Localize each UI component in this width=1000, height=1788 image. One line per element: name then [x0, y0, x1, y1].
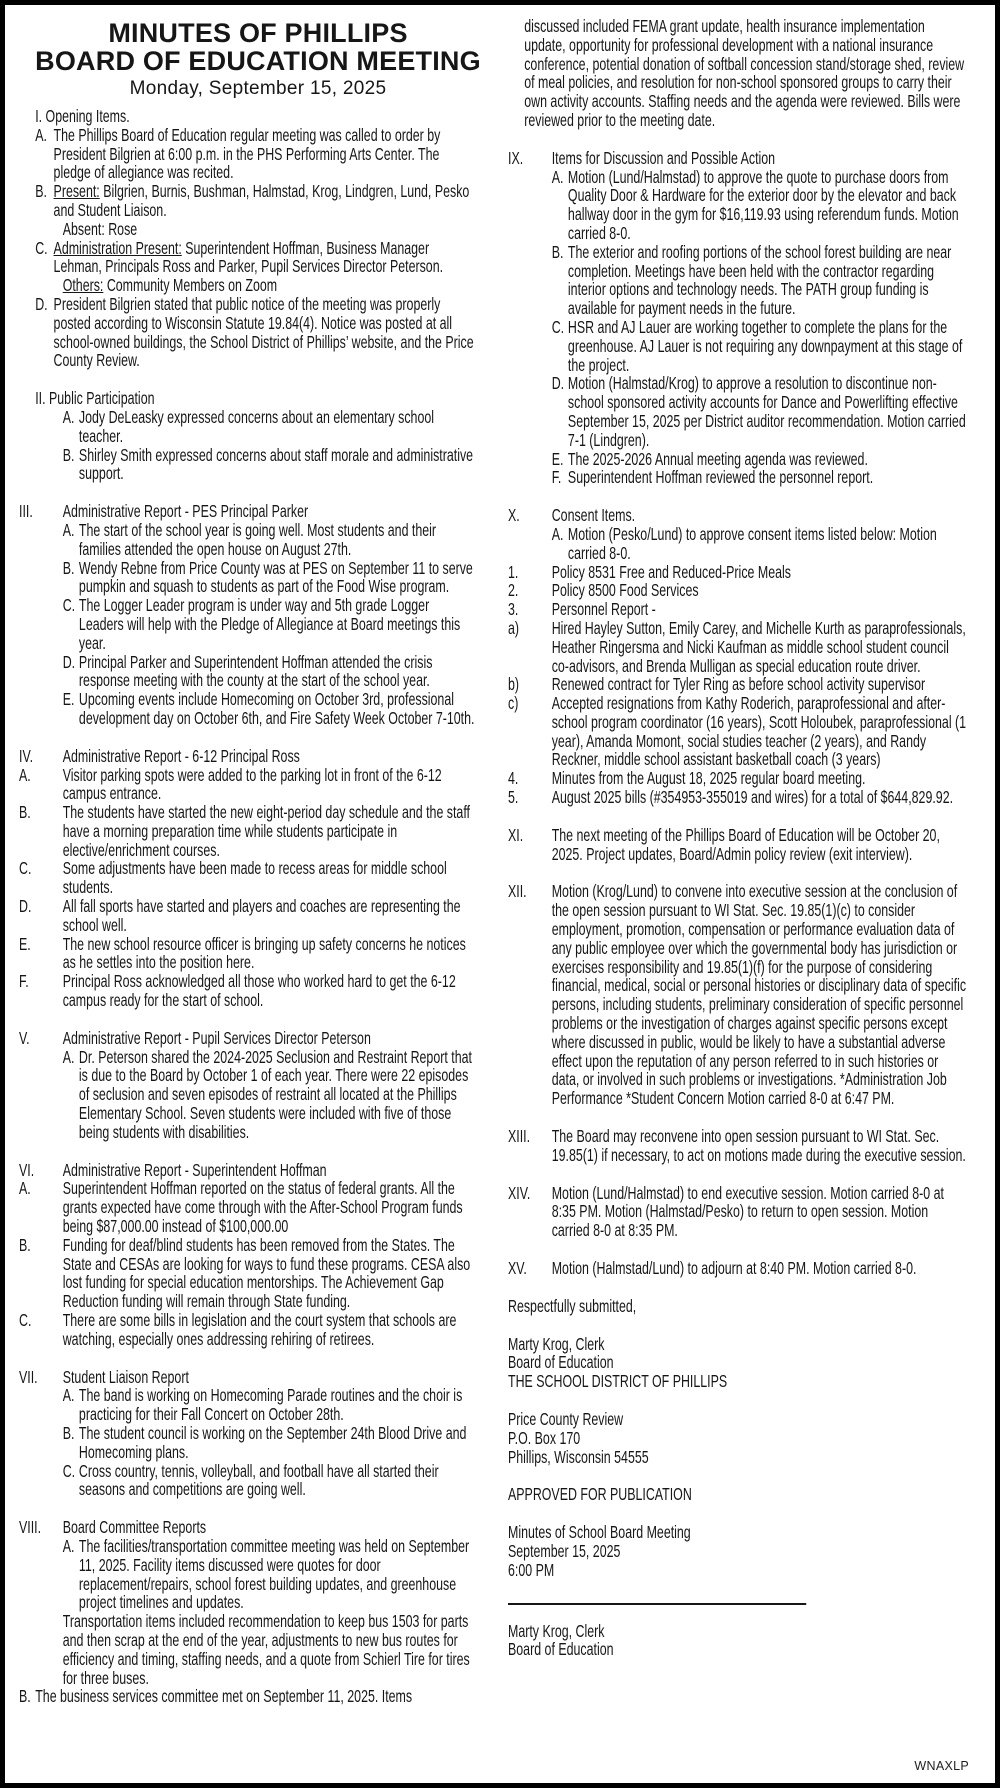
paragraph	[19, 220, 476, 239]
right-column	[508, 17, 998, 1659]
item-label: X.	[508, 505, 520, 526]
blank-line	[508, 1580, 966, 1599]
item-text: Student Liaison Report	[62, 1366, 189, 1387]
item-label: VII.	[19, 1366, 38, 1387]
item-text: Administrative Report - 6-12 Principal Ross	[62, 745, 300, 766]
item-label: A.	[62, 1535, 75, 1556]
item-text: Administrative Report - Superintendent Hoffman	[62, 1159, 327, 1180]
item-text: Marty Krog, Clerk	[508, 1620, 605, 1641]
list-item-ix	[508, 149, 966, 168]
item-text: Respectfully submitted,	[508, 1295, 637, 1316]
blank-line	[19, 1142, 476, 1161]
list-item-a	[19, 521, 476, 559]
item-label: IX.	[508, 147, 524, 168]
notice-date: Monday, September 15, 2025	[129, 78, 387, 99]
list-item-c	[19, 596, 476, 652]
item-label: 2.	[508, 580, 519, 601]
item-label: E.	[19, 933, 31, 954]
list-item-4	[508, 769, 966, 788]
item-label: XII.	[508, 881, 527, 902]
list-item-iii	[19, 502, 476, 521]
item-text: Jody DeLeasky expressed concerns about an elementary school teacher.	[78, 406, 435, 446]
item-label: D.	[19, 896, 32, 917]
list-item-xi	[508, 826, 966, 864]
blank-line	[508, 1278, 966, 1297]
list-item-a	[19, 1537, 476, 1612]
list-item-iv	[19, 747, 476, 766]
item-label: D.	[551, 373, 565, 394]
blank-line	[508, 1240, 966, 1259]
paragraph	[508, 1372, 966, 1391]
list-item-a	[508, 168, 966, 243]
item-label: D.	[62, 651, 76, 672]
item-text: The Board may reconvene into open session pursuant to WI Stat. Sec. 19.85(1) if necessary, to act on motions made during the executive session.	[551, 1126, 966, 1165]
item-label: F.	[551, 467, 562, 488]
item-text: THE SCHOOL DISTRICT OF PHILLIPS	[508, 1371, 728, 1392]
item-text: Motion (Lund/Halmstad) to approve the quote to purchase doors from Quality Door & Hardware for the exterior door by the elevator and back hallway door in the gym for $16,119.93 using referendum funds. Motion carried 8-0.	[567, 166, 959, 243]
paragraph	[508, 17, 966, 130]
item-label: 3.	[508, 599, 519, 620]
underlined-text: Others:	[62, 275, 104, 296]
list-item-a	[19, 766, 476, 804]
item-text: The Phillips Board of Education regular meeting was called to order by President Bilgrien at 6:00 p.m. in the PHS Performing Arts Center. The pledge of allegiance was recited.	[53, 124, 441, 183]
item-text: Phillips, Wisconsin 54555	[508, 1446, 649, 1467]
item-text: Personnel Report -	[551, 599, 656, 620]
item-text: Board of Education	[508, 1639, 614, 1660]
blank-line	[19, 1010, 476, 1029]
blank-line	[508, 130, 966, 149]
item-label: XIII.	[508, 1126, 531, 1147]
list-item-x	[508, 506, 966, 525]
item-text: Accepted resignations from Kathy Roderich, paraprofessional and after-school program coordinator (16 years), Scott Holoubek, paraprofessional (1 year), Amanda Momont, social studies teacher (2 years), and Randy Reckner, middle school assistant basketball coach (3 years)	[551, 693, 967, 770]
item-text: Motion (Lund/Halmstad) to end executive session. Motion carried 8-0 at 8:35 PM. Motion (Halmstad/Pesko) to return to open session. Motion carried 8-0 at 8:35 PM.	[551, 1182, 944, 1241]
list-item-c	[19, 1311, 476, 1349]
item-text: There are some bills in legislation and the court system that schools are watching, especially ones addressing rehiring of retirees.	[62, 1310, 457, 1349]
item-text: Principal Parker and Superintendent Hoffman attended the crisis response meeting with the county at the start of the school year.	[78, 651, 433, 691]
item-label: A.	[551, 523, 564, 544]
item-label: B.	[62, 1423, 75, 1443]
list-item-3	[508, 600, 966, 619]
blank-line	[508, 1391, 966, 1410]
paragraph	[508, 1429, 966, 1448]
item-label: V.	[19, 1027, 30, 1048]
item-label: XIV.	[508, 1182, 531, 1203]
item-label: c)	[508, 693, 519, 714]
item-label: 5.	[508, 787, 519, 808]
list-item-vi	[19, 1161, 476, 1180]
list-item-e	[19, 690, 476, 728]
item-text: Funding for deaf/blind students has been removed from the States. The State and CESAs are looking for ways to fund these programs. CESA also lost funding for special education mentorships. The Achievement Gap Reduction funding will remain through State funding.	[62, 1234, 471, 1312]
blank-line	[508, 807, 966, 826]
paragraph	[508, 1561, 966, 1580]
item-text: Motion (Halmstad/Krog) to approve a resolution to discontinue non-school sponsored activity accounts for Dance and Powerlifting effective September 15, 2025 per District auditor recommendation. Motion carried 7-1 (Lindgren).	[567, 373, 966, 450]
item-label: A.	[551, 166, 564, 187]
list-item-xiv	[508, 1184, 966, 1240]
item-label: E.	[62, 689, 75, 710]
list-item-c	[508, 318, 966, 374]
signature-line	[508, 1603, 806, 1622]
list-item-c	[19, 239, 476, 277]
item-text: Shirley Smith expressed concerns about staff morale and administrative support.	[78, 444, 474, 484]
item-label: B.	[551, 241, 564, 262]
blank-line	[19, 1349, 476, 1368]
paragraph	[508, 1335, 966, 1354]
right-column-text	[508, 17, 966, 1659]
item-text: 6:00 PM	[508, 1559, 555, 1580]
item-text: I. Opening Items.	[35, 106, 130, 126]
list-item-c	[19, 859, 476, 897]
item-text: The 2025-2026 Annual meeting agenda was reviewed.	[567, 448, 868, 469]
left-column	[19, 17, 497, 1706]
item-text: Hired Hayley Sutton, Emily Carey, and Michelle Kurth as paraprofessionals, Heather Ringersma and Nicki Kaufman as middle school student council co-advisors, and Brenda Mulligan as special education route driver.	[551, 617, 966, 676]
list-item-xv	[508, 1259, 966, 1278]
item-label: A.	[62, 1385, 75, 1406]
item-label: A.	[35, 124, 47, 145]
item-label: 4.	[508, 768, 519, 789]
item-label: XI.	[508, 824, 524, 845]
blank-line	[19, 370, 476, 389]
item-text: All fall sports have started and players and coaches are representing the school well.	[62, 896, 461, 935]
item-label: A.	[19, 764, 31, 785]
item-text: The start of the school year is going well. Most students and their families attended the open house on August 27th.	[78, 519, 437, 559]
item-label: B.	[62, 444, 75, 465]
list-item-f	[19, 972, 476, 1010]
list-item-b	[19, 1687, 476, 1706]
list-item-c	[19, 1462, 476, 1500]
notice-title-line1: MINUTES OF PHILLIPS	[108, 18, 408, 48]
list-item-b	[19, 1424, 476, 1462]
item-text: The student council is working on the September 24th Blood Drive and Homecoming plans.	[78, 1423, 467, 1462]
item-label: C.	[35, 237, 48, 258]
item-label: B.	[19, 1234, 31, 1255]
item-text: The band is working on Homecoming Parade routines and the choir is practicing for their Fall Concert on October 28th.	[78, 1385, 463, 1425]
item-label: b)	[508, 674, 520, 695]
paragraph	[508, 1297, 966, 1316]
item-text: Present: Bilgrien, Burnis, Bushman, Halmstad, Krog, Lindgren, Lund, Pesko and Student Liaison.	[53, 181, 470, 220]
item-text: discussed included FEMA grant update, health insurance implementation update, opportunity for professional development with a national insurance conference, potential donation of softball concession stand/storage shed, review of meal policies, and resolution for non-school sponsored groups to carry their own activity accounts. Staffing needs and the agenda were reviewed. Bills were reviewed prior to the meeting date.	[524, 16, 965, 130]
list-item-vii	[19, 1368, 476, 1387]
item-label: A.	[19, 1178, 31, 1199]
list-item-a	[508, 619, 966, 675]
item-label: D.	[35, 293, 48, 314]
notice-title-block	[28, 19, 488, 101]
item-text: Some adjustments have been made to recess areas for middle school students.	[62, 858, 447, 898]
item-text: Marty Krog, Clerk	[508, 1333, 605, 1354]
notice-title-line2: BOARD OF EDUCATION MEETING	[35, 46, 481, 76]
item-text: Policy 8531 Free and Reduced-Price Meals	[551, 561, 791, 582]
list-item-b	[508, 243, 966, 318]
item-label: 1.	[508, 561, 519, 582]
item-label: C.	[551, 316, 565, 337]
item-text: The new school resource officer is bringing up safety concerns he notices as he settles into the position here.	[62, 933, 466, 973]
item-text: II. Public Participation	[35, 388, 155, 409]
blank-line	[508, 1316, 966, 1335]
item-text: Items for Discussion and Possible Action	[551, 147, 776, 168]
item-text: President Bilgrien stated that public notice of the meeting was properly posted according to Wisconsin Statute 19.84(4). Notice was posted at all school-owned buildings, the School District of Phillips’ website, and the Price County Review.	[53, 293, 474, 371]
blank-line	[508, 1504, 966, 1523]
item-label: XV.	[508, 1258, 527, 1279]
blank-line	[508, 1165, 966, 1184]
item-label: B.	[35, 181, 47, 202]
item-text: Superintendent Hoffman reviewed the personnel report.	[567, 467, 874, 488]
item-text: Motion (Krog/Lund) to convene into executive session at the conclusion of the open session pursuant to WI Stat. Sec. 19.85(1)(c) to consider employment, promotion, compensation or performance evaluation data of any public employee over which the governmental body has jurisdiction or exercises responsibility and 19.85(1)(f) for the purpose of considering financial, medical, social or personal histories or disciplinary data of specific persons, including students, preliminary consideration of specific personnel problems or the investigation of charges against specific persons except where discussed in public, would be likely to have a substantial adverse effect upon the reputation of any person referred to in such histories or data, or involved in such problems or investigations. *Administration Job Performance *Student Concern Motion carried 8-0 at 6:47 PM.	[551, 881, 967, 1109]
list-item-b	[19, 803, 476, 859]
underlined-text: Present:	[53, 181, 100, 202]
item-label: C.	[62, 595, 76, 616]
item-text: Superintendent Hoffman reported on the status of federal grants. All the grants expected have come through with the After-School Program funds being $87,000.00 instead of $100,000.00	[62, 1178, 463, 1237]
list-item-d	[508, 374, 966, 449]
list-item-f	[508, 468, 966, 487]
item-label: C.	[19, 858, 32, 879]
blank-line	[508, 863, 966, 882]
item-text: Administration Present: Superintendent Hoffman, Business Manager Lehman, Principals Ross and Parker, Pupil Services Director Peterson.	[53, 237, 444, 277]
item-text: Motion (Halmstad/Lund) to adjourn at 8:40 PM. Motion carried 8-0.	[551, 1258, 917, 1279]
list-item-b	[19, 1236, 476, 1311]
list-item-a	[19, 408, 476, 446]
item-text: September 15, 2025	[508, 1540, 621, 1561]
list-item-a	[19, 1179, 476, 1235]
item-text: Renewed contract for Tyler Ring as before school activity supervisor	[551, 674, 926, 695]
list-item-a	[19, 1048, 476, 1142]
list-item-b	[19, 559, 476, 597]
item-text: The next meeting of the Phillips Board of Education will be October 20, 2025. Project updates, Board/Admin policy review (exit interview).	[551, 824, 940, 864]
list-item-a	[19, 126, 476, 182]
item-text: P.O. Box 170	[508, 1427, 581, 1448]
item-text: Policy 8500 Food Services	[551, 580, 699, 601]
list-item-1	[508, 563, 966, 582]
paragraph	[508, 1410, 966, 1429]
list-item-viii	[19, 1518, 476, 1537]
item-text: Administrative Report - Pupil Services Director Peterson	[62, 1027, 371, 1048]
paragraph	[508, 1542, 966, 1561]
paragraph	[508, 1448, 966, 1467]
blank-line	[19, 728, 476, 747]
list-item-a	[19, 1386, 476, 1424]
item-label: C.	[19, 1310, 32, 1331]
item-label: B.	[19, 1686, 31, 1707]
list-item-v	[19, 1029, 476, 1048]
item-label: B.	[62, 557, 75, 578]
item-text: August 2025 bills (#354953-355019 and wires) for a total of $644,829.92.	[551, 787, 954, 808]
paragraph	[508, 1622, 966, 1641]
item-text: APPROVED FOR PUBLICATION	[508, 1484, 692, 1505]
item-text: The students have started the new eight-period day schedule and the staff have a morning preparation time while students participate in elective/enrichment courses.	[62, 802, 471, 860]
list-item-c	[508, 694, 966, 769]
left-column-text	[19, 107, 476, 1706]
blank-line	[508, 1466, 966, 1485]
list-item-b	[19, 446, 476, 484]
blank-line	[508, 1108, 966, 1127]
item-text: Upcoming events include Homecoming on October 3rd, professional development day on October 6th, and Fire Safety Week October 7-10th.	[78, 689, 475, 728]
paragraph	[508, 1485, 966, 1504]
list-item-5	[508, 788, 966, 807]
paragraph	[508, 1640, 966, 1659]
item-text: Board Committee Reports	[62, 1517, 207, 1538]
item-text: Consent Items.	[551, 505, 636, 526]
item-text: Minutes from the August 18, 2025 regular board meeting.	[551, 768, 866, 789]
publication-code: WNAXLP	[914, 1759, 969, 1773]
item-label: C.	[62, 1460, 76, 1481]
item-label: E.	[551, 448, 564, 469]
item-label: B.	[19, 802, 31, 823]
item-label: IV.	[19, 745, 34, 766]
item-label: III.	[19, 501, 33, 522]
paragraph	[508, 1353, 966, 1372]
list-item-b	[508, 675, 966, 694]
item-label: A.	[62, 519, 75, 540]
paragraph	[19, 276, 476, 295]
item-text: Cross country, tennis, volleyball, and football have all started their seasons and competitions are going well.	[78, 1460, 439, 1500]
item-label: a)	[508, 617, 520, 638]
item-label: VI.	[19, 1159, 35, 1180]
item-text: Dr. Peterson shared the 2024-2025 Seclusion and Restraint Report that is due to the Board by October 1 of each year. There were 22 episodes of seclusion and seven episodes of restraint all located at the Phillips Elementary School. Seven students were included with five of those being students with disabilities.	[78, 1046, 472, 1142]
paragraph	[19, 107, 476, 126]
item-text: The facilities/transportation committee meeting was held on September 11, 2025. Facility items discussed were quotes for door replacement/repairs, school forest building updates, and greenhouse project timelines and updates.	[78, 1535, 470, 1613]
blank-line	[508, 487, 966, 506]
item-text: HSR and AJ Lauer are working together to complete the plans for the greenhouse. AJ Lauer is not requiring any downpayment at this stage of the project.	[567, 316, 963, 375]
item-label: A.	[62, 406, 75, 427]
item-label: VIII.	[19, 1517, 42, 1538]
item-text: Administrative Report - PES Principal Parker	[62, 501, 309, 522]
item-text: The Logger Leader program is under way and 5th grade Logger Leaders will help with the Pledge of Allegiance at Board meetings this year.	[78, 595, 461, 653]
item-text: Principal Ross acknowledged all those who worked hard to get the 6-12 campus ready for the start of school.	[62, 971, 456, 1011]
item-text: Absent: Rose	[62, 218, 138, 239]
item-label: A.	[62, 1046, 75, 1067]
list-item-d	[19, 295, 476, 370]
item-text: Board of Education	[508, 1352, 614, 1373]
list-item-b	[19, 182, 476, 220]
paragraph	[19, 389, 476, 408]
list-item-xii	[508, 882, 966, 1108]
list-item-xiii	[508, 1127, 966, 1165]
list-item-a	[508, 525, 966, 563]
blank-line	[19, 1499, 476, 1518]
paragraph	[19, 1612, 476, 1687]
list-item-d	[19, 653, 476, 691]
blank-line	[19, 483, 476, 502]
item-text: Transportation items included recommendation to keep bus 1503 for parts and then scrap at the end of the year, adjustments to new bus routes for efficiency and timing, staffing needs, and a quote from Schierl Tire for tires for three buses.	[62, 1611, 470, 1688]
paragraph	[508, 1523, 966, 1542]
item-text: Others: Community Members on Zoom	[62, 275, 278, 296]
list-item-d	[19, 897, 476, 935]
list-item-e	[508, 450, 966, 469]
item-text: Price County Review	[508, 1409, 624, 1429]
item-text: The business services committee met on September 11, 2025. Items	[35, 1686, 413, 1707]
item-text: Motion (Pesko/Lund) to approve consent items listed below: Motion carried 8-0.	[567, 523, 937, 563]
item-text: The exterior and roofing portions of the school forest building are near completion. Meetings have been held with the contractor regarding interior options and technology needs. The PATH group funding is available for payment needs in the future.	[567, 241, 952, 319]
item-text: Wendy Rebne from Price County was at PES on September 11 to serve pumpkin and squash to students as part of the Food Wise program.	[78, 557, 473, 597]
list-item-2	[508, 581, 966, 600]
item-text: Minutes of School Board Meeting	[508, 1522, 691, 1543]
underlined-text: Administration Present:	[53, 237, 182, 258]
item-label: F.	[19, 971, 29, 992]
list-item-e	[19, 935, 476, 973]
item-text: Visitor parking spots were added to the parking lot in front of the 6-12 campus entrance.	[62, 764, 442, 804]
